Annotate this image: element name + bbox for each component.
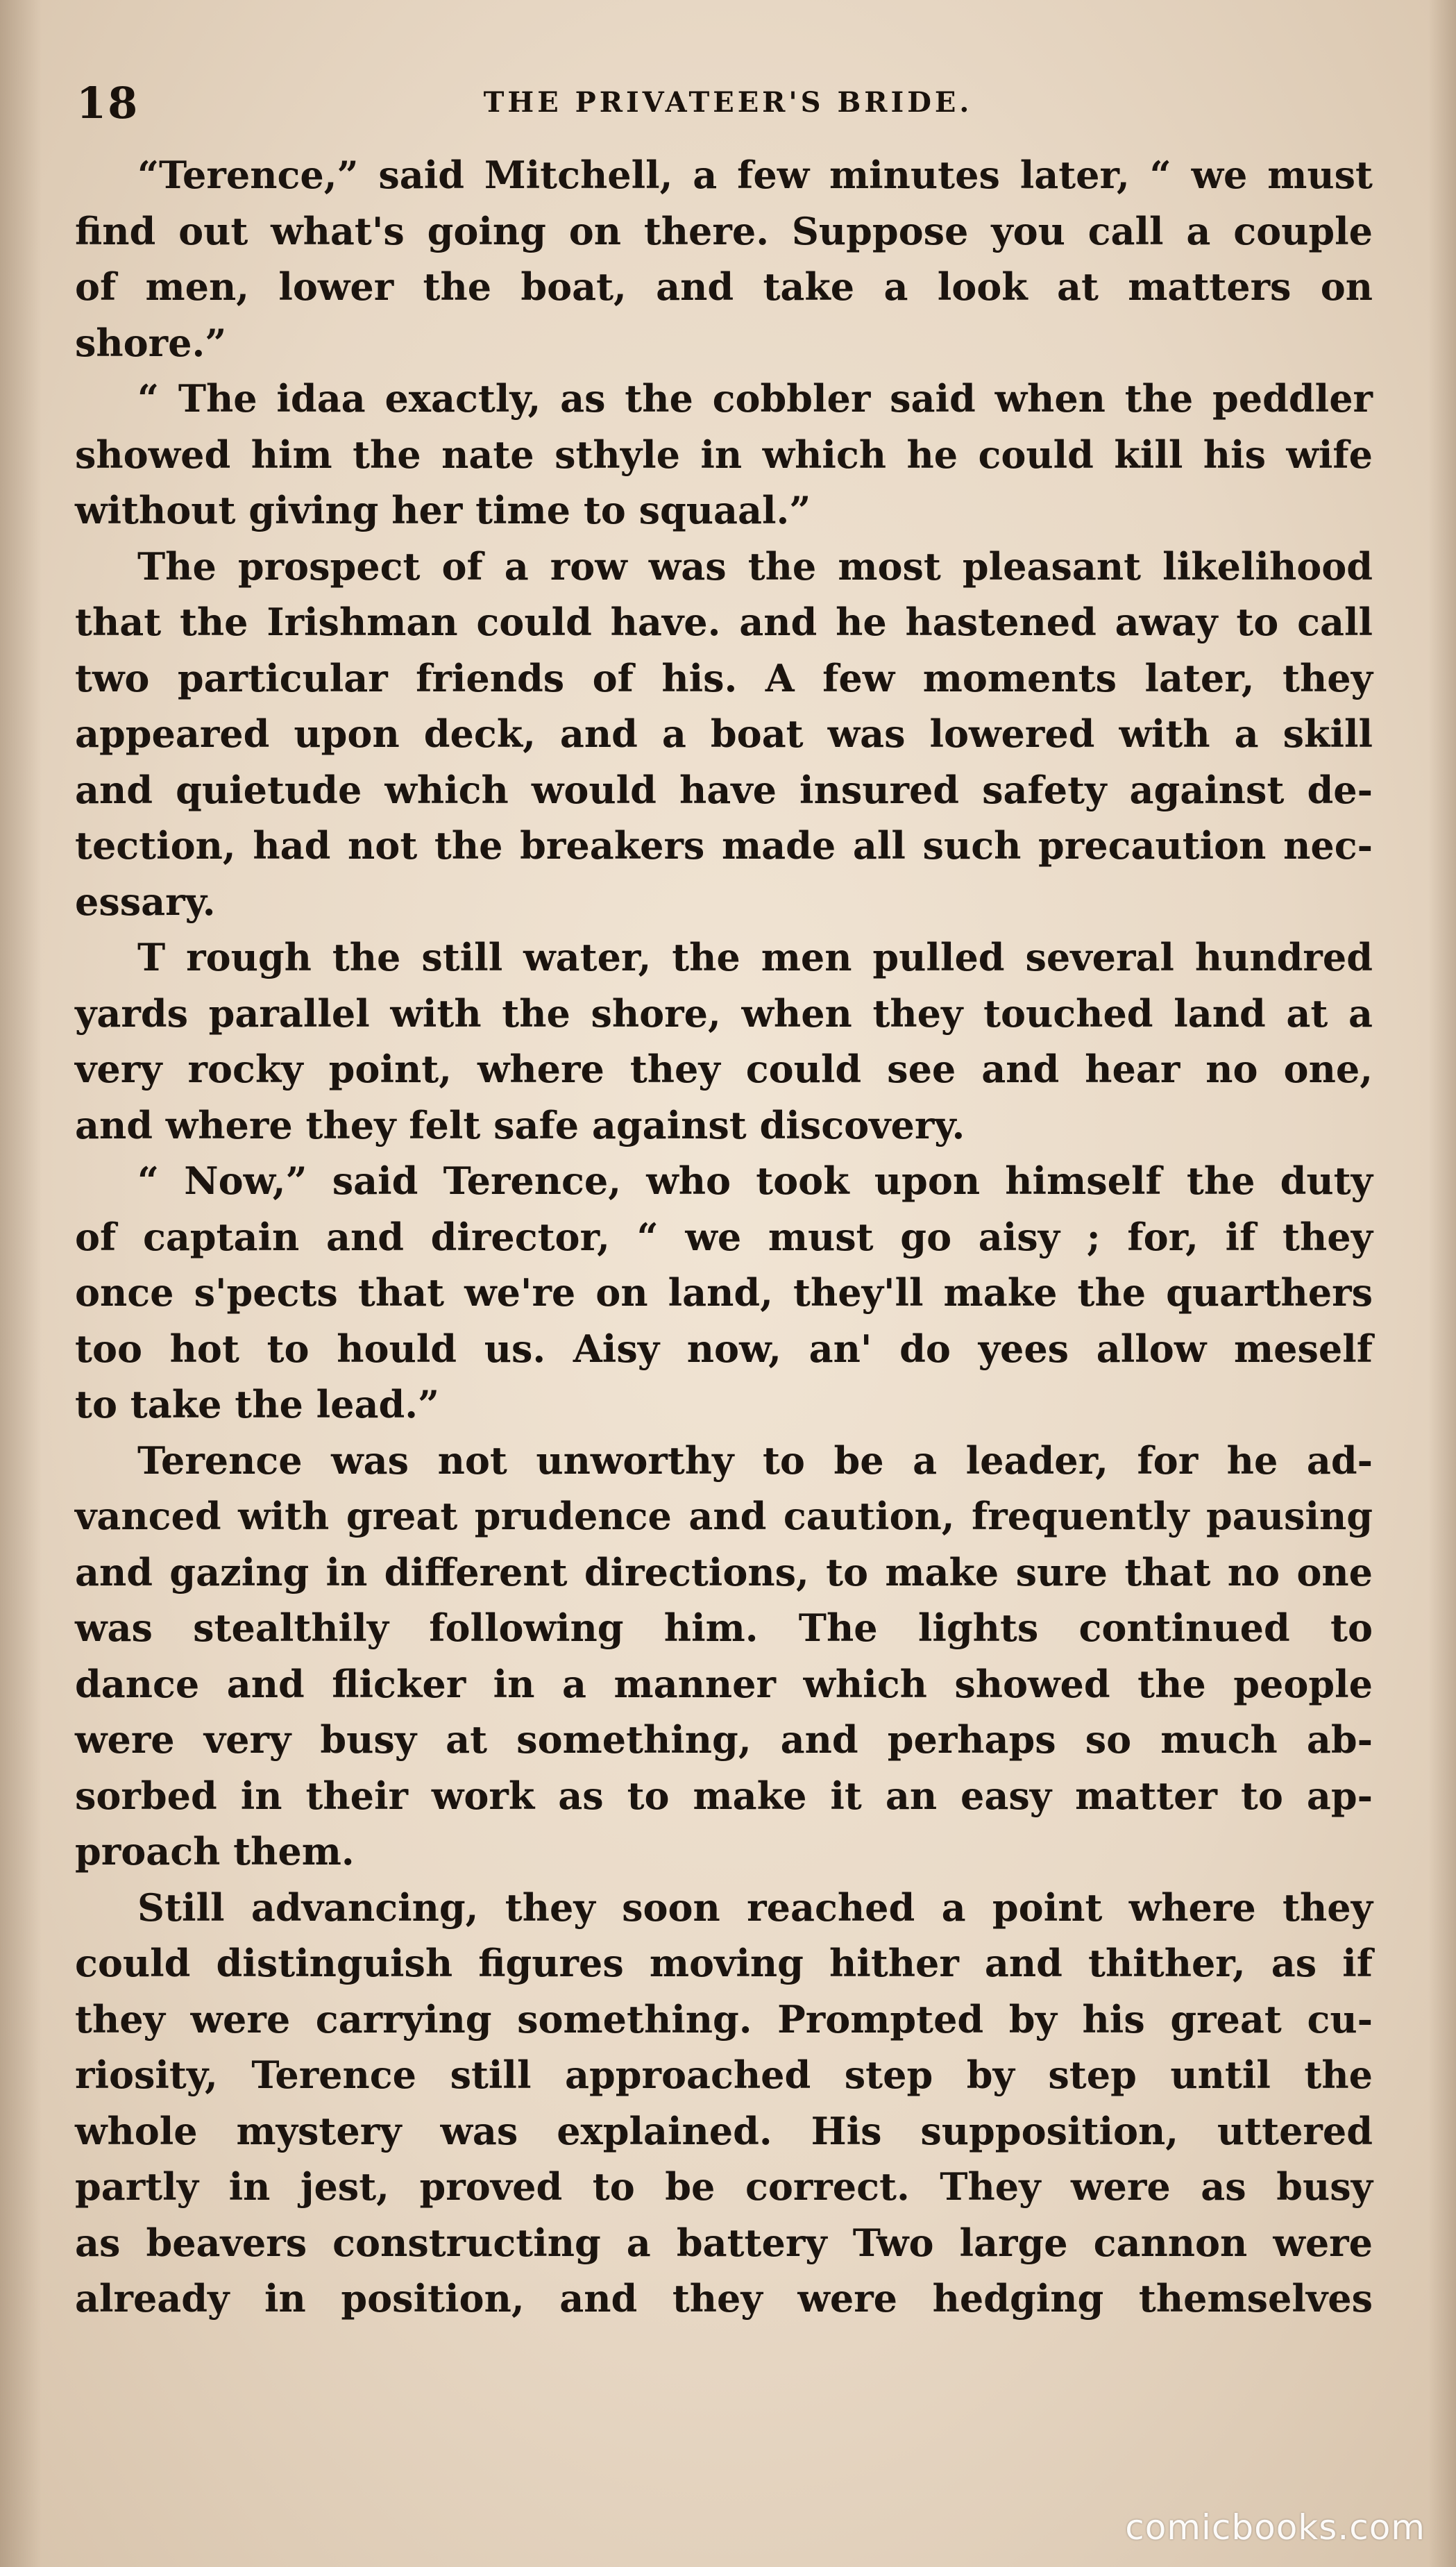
text-line: too hot to hould us. Aisy now, an' do yees allow meself (75, 1326, 1373, 1371)
text-line: very rocky point, where they could see and hear no one, (75, 1047, 1373, 1091)
text-line: could distinguish figures moving hither and thither, as if (75, 1941, 1373, 1985)
text-line: “ Now,” said Terence, who took upon himself the duty (137, 1159, 1373, 1203)
text-line: riosity, Terence still approached step by step until the (75, 2053, 1373, 2097)
text-line: appeared upon deck, and a boat was lowered with a skill (75, 712, 1373, 756)
text-line: Terence was not unworthy to be a leader, for he ad- (137, 1438, 1373, 1483)
text-line: two particular friends of his. A few moments later, they (75, 655, 1373, 700)
text-line: whole mystery was explained. His supposition, uttered (75, 2108, 1373, 2153)
text-line: proach them. (75, 1829, 355, 1874)
text-line: without giving her time to squaal.” (75, 488, 811, 532)
text-line: Still advancing, they soon reached a point where they (137, 1885, 1373, 1930)
text-line: they were carrying something. Prompted by his great cu- (75, 1996, 1373, 2042)
text-line: that the Irishman could have. and he hastened away to call (75, 600, 1373, 644)
text-line: tection, had not the breakers made all such precaution nec- (75, 823, 1373, 868)
text-line: once s'pects that we're on land, they'll make the quarthers (75, 1270, 1373, 1315)
text-line: and quietude which would have insured safety against de- (75, 767, 1373, 812)
text-line: partly in jest, proved to be correct. They were as busy (75, 2164, 1373, 2209)
text-line: sorbed in their work as to make it an easy matter to ap- (75, 1773, 1373, 1818)
text-line: of men, lower the boat, and take a look at matters on (75, 264, 1373, 309)
page-number: 18 (76, 78, 139, 128)
text-line: find out what's going on there. Suppose you call a couple (75, 208, 1373, 253)
text-line: “ The idaa exactly, as the cobbler said when the peddler (137, 376, 1373, 421)
text-line: was stealthily following him. The lights continued to (75, 1606, 1373, 1650)
text-line: dance and flicker in a manner which showed the people (75, 1661, 1373, 1706)
page-edge-shadow-right (1428, 0, 1456, 2567)
text-line: shore.” (75, 320, 227, 365)
text-line: and where they felt safe against discovery. (75, 1102, 965, 1147)
running-title: THE PRIVATEER'S BRIDE. (483, 86, 973, 119)
text-line: as beavers constructing a battery Two large cannon were (75, 2220, 1373, 2265)
text-line: of captain and director, “ we must go aisy ; for, if they (75, 1214, 1373, 1259)
text-line: essary. (75, 879, 216, 924)
text-line: vanced with great prudence and caution, frequently pausing (75, 1494, 1373, 1538)
page-edge-shadow-left (0, 0, 42, 2567)
text-line: to take the lead.” (75, 1382, 440, 1426)
text-line: T rough the still water, the men pulled several hundred (137, 935, 1373, 979)
text-line: yards parallel with the shore, when they touched land at a (75, 991, 1373, 1036)
text-line: showed him the nate sthyle in which he could kill his wife (75, 432, 1373, 477)
site-watermark: comicbooks.com (1125, 2507, 1425, 2548)
body-text (75, 147, 1373, 2327)
text-line: already in position, and they were hedging themselves (75, 2276, 1373, 2321)
text-line: were very busy at something, and perhaps so much ab- (75, 1717, 1373, 1762)
text-line: “Terence,” said Mitchell, a few minutes later, “ we must (137, 153, 1373, 197)
text-line: The prospect of a row was the most pleasant likelihood (137, 544, 1373, 589)
text-line: and gazing in different directions, to make sure that no one (75, 1549, 1373, 1594)
